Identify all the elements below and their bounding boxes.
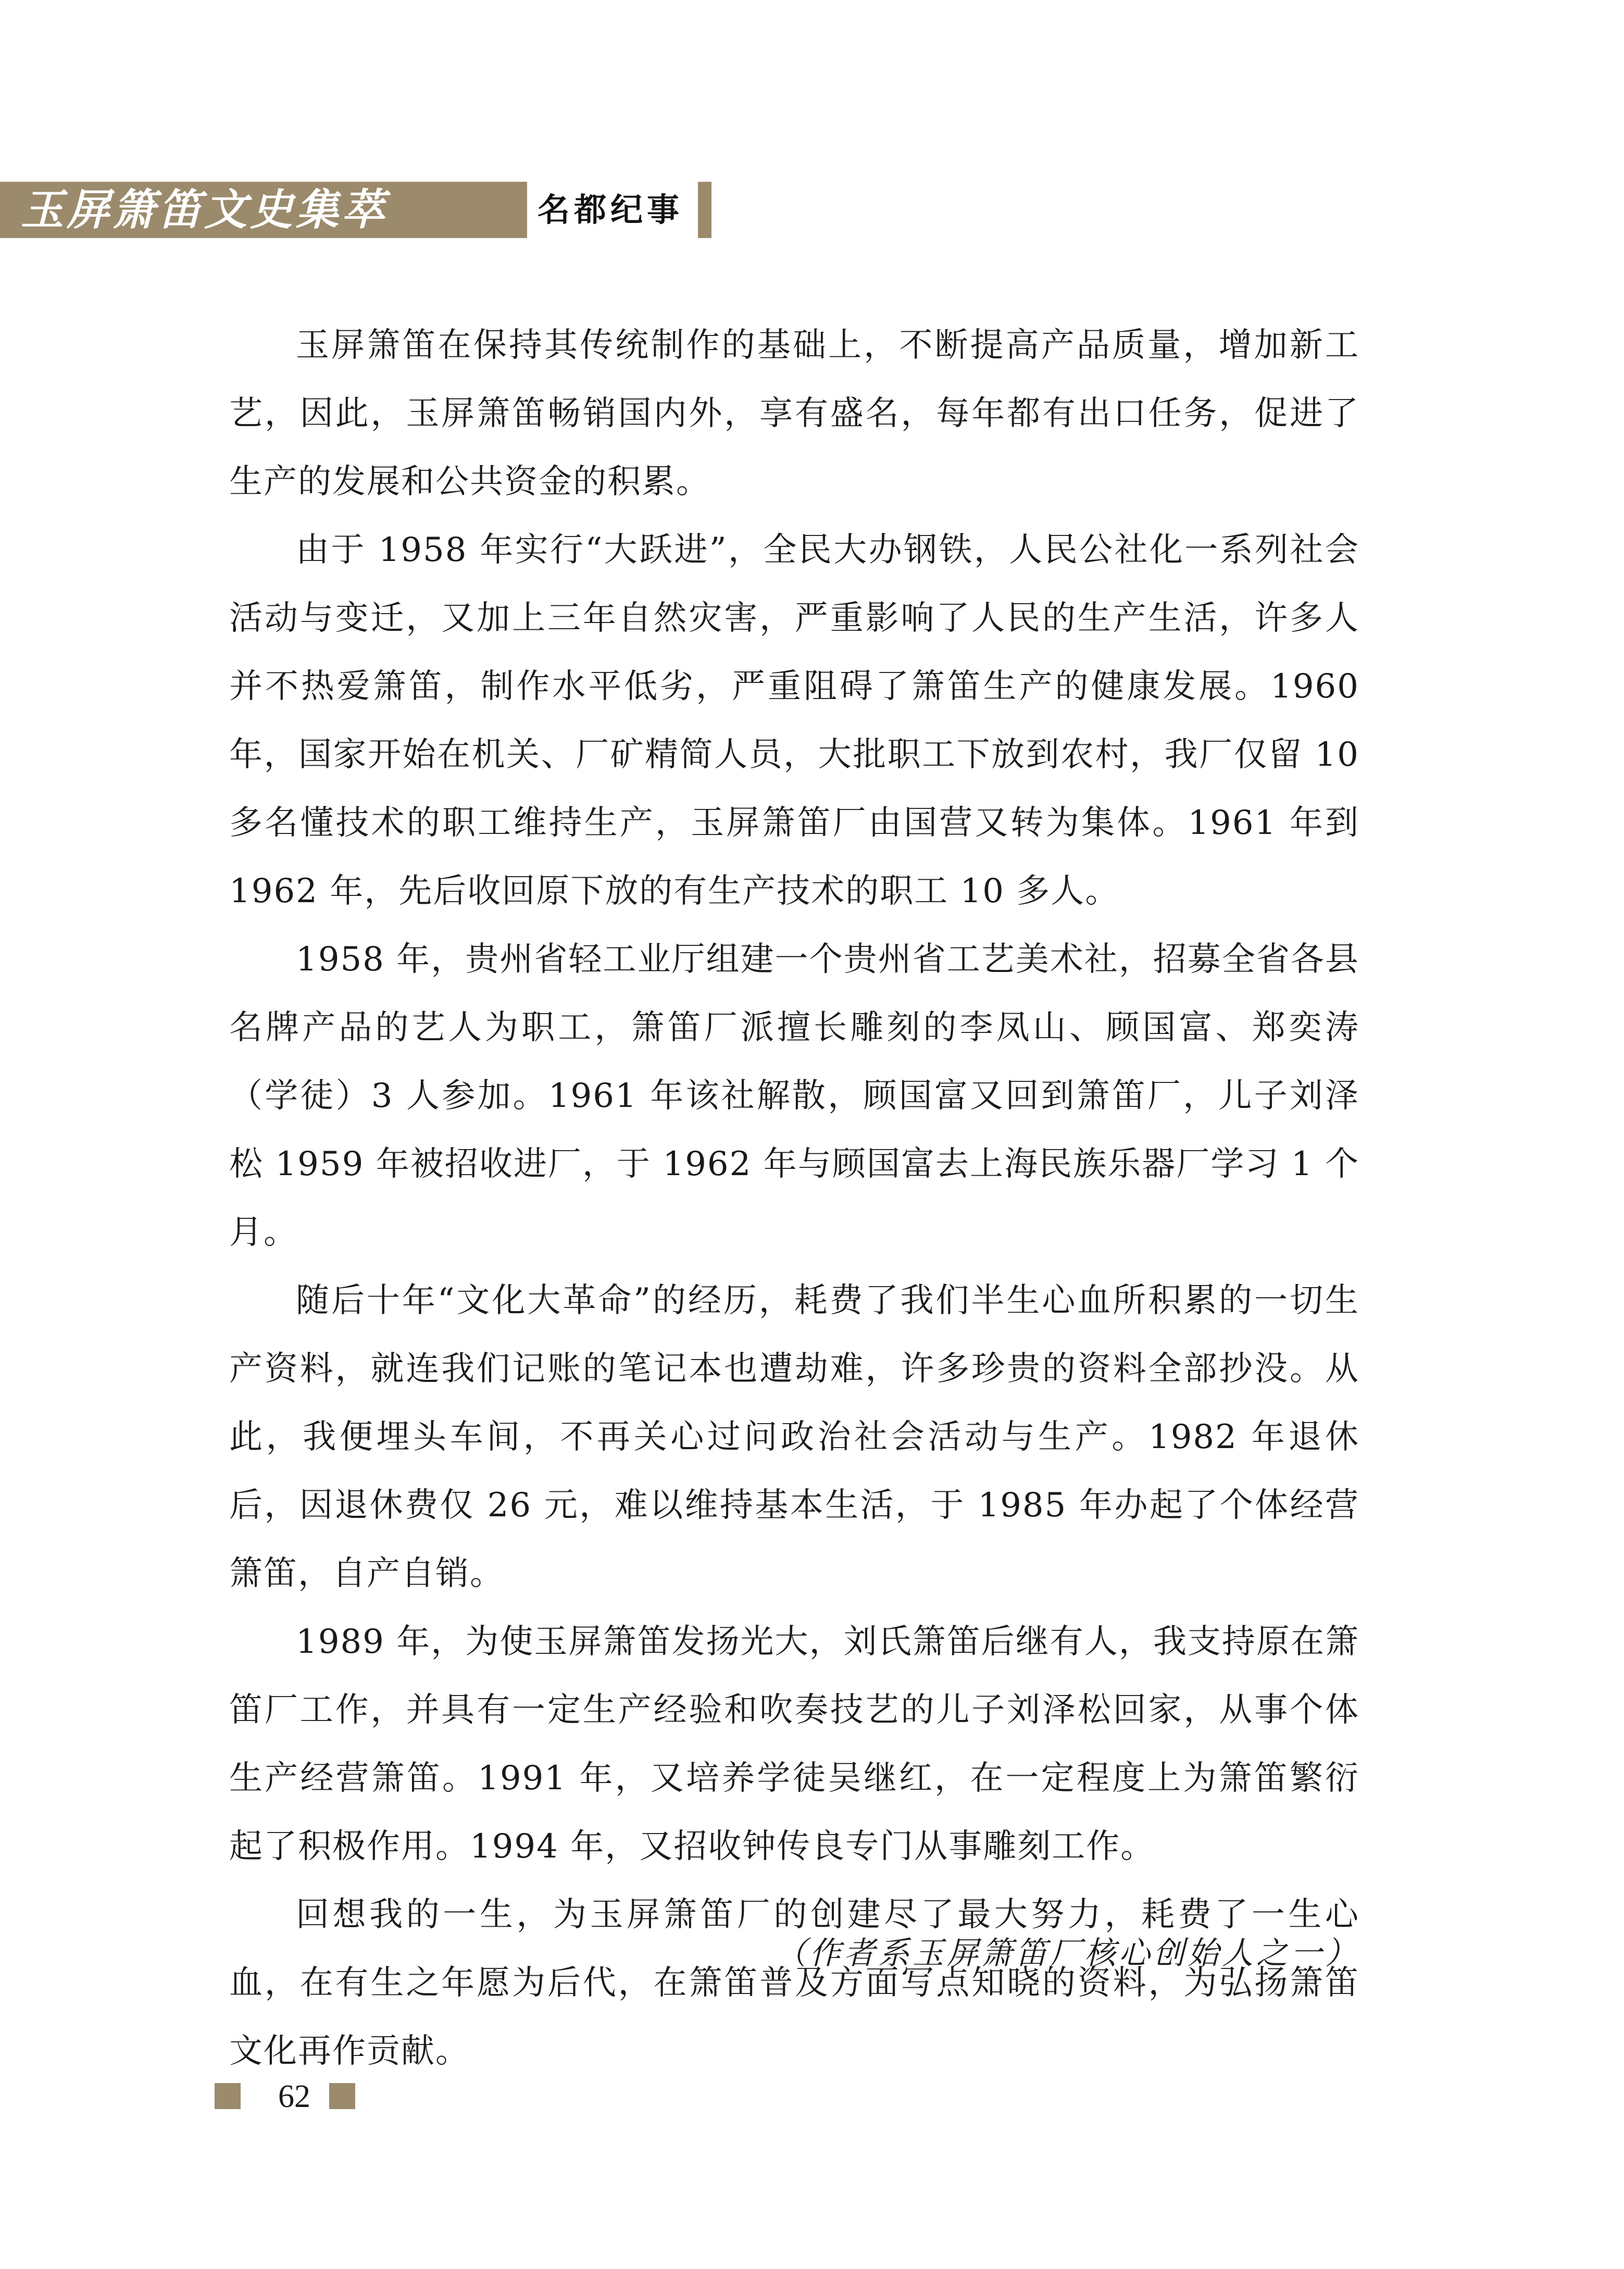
footer-square-left	[215, 2083, 241, 2109]
page-number: 62	[278, 2079, 310, 2114]
author-attribution: （作者系玉屏箫笛厂核心创始人之一）	[775, 1935, 1359, 1972]
article-body	[229, 311, 1359, 2086]
paragraph: 1989 年，为使玉屏箫笛发扬光大，刘氏箫笛后继有人，我支持原在箫笛厂工作，并具有一定生产经验和吹奏技艺的儿子刘泽松回家，从事个体生产经营箫笛。1991 年，又培养学徒吴继红，在一定程度上为箫笛繁衍起了积极作用。1994 年，又招收钟传良专门从事雕刻工作。	[229, 1623, 1359, 1866]
paragraph: 玉屏箫笛在保持其传统制作的基础上，不断提高产品质量，增加新工艺，因此，玉屏箫笛畅销国内外，享有盛名，每年都有出口任务，促进了生产的发展和公共资金的积累。	[229, 326, 1359, 501]
paragraph: 回想我的一生，为玉屏箫笛厂的创建尽了最大努力，耗费了一生心血，在有生之年愿为后代，在箫笛普及方面写点知晓的资料，为弘扬箫笛文化再作贡献。	[229, 1896, 1359, 2071]
header-tick-mark	[698, 182, 711, 238]
paragraph: 随后十年“文化大革命”的经历，耗费了我们半生心血所积累的一切生产资料，就连我们记账的笔记本也遭劫难，许多珍贵的资料全部抄没。从此，我便埋头车间，不再关心过问政治社会活动与生产。1982 年退休后，因退休费仅 26 元，难以维持基本生活，于 1985 年办起了个体经营箫笛，自产自销。	[229, 1281, 1359, 1593]
paragraph: 1958 年，贵州省轻工业厅组建一个贵州省工艺美术社，招募全省各县名牌产品的艺人为职工，箫笛厂派擅长雕刻的李凤山、顾国富、郑奕涛（学徒）3 人参加。1961 年该社解散，顾国富又回到箫笛厂，儿子刘泽松 1959 年被招收进厂，于 1962 年与顾国富去上海民族乐器厂学习 1 个月。	[229, 940, 1359, 1252]
paragraph: 由于 1958 年实行“大跃进”，全民大办钢铁，人民公社化一系列社会活动与变迁，又加上三年自然灾害，严重影响了人民的生产生活，许多人并不热爱箫笛，制作水平低劣，严重阻碍了箫笛生产的健康发展。1960 年，国家开始在机关、厂矿精简人员，大批职工下放到农村，我厂仅留 10 多名懂技术的职工维持生产，玉屏箫笛厂由国营又转为集体。1961 年到 1962 年，先后收回原下放的有生产技术的职工 10 多人。	[229, 531, 1359, 911]
footer-square-right	[329, 2083, 355, 2109]
section-title: 名都纪事	[538, 191, 684, 229]
series-title: 玉屏箫笛文史集萃	[21, 185, 388, 235]
